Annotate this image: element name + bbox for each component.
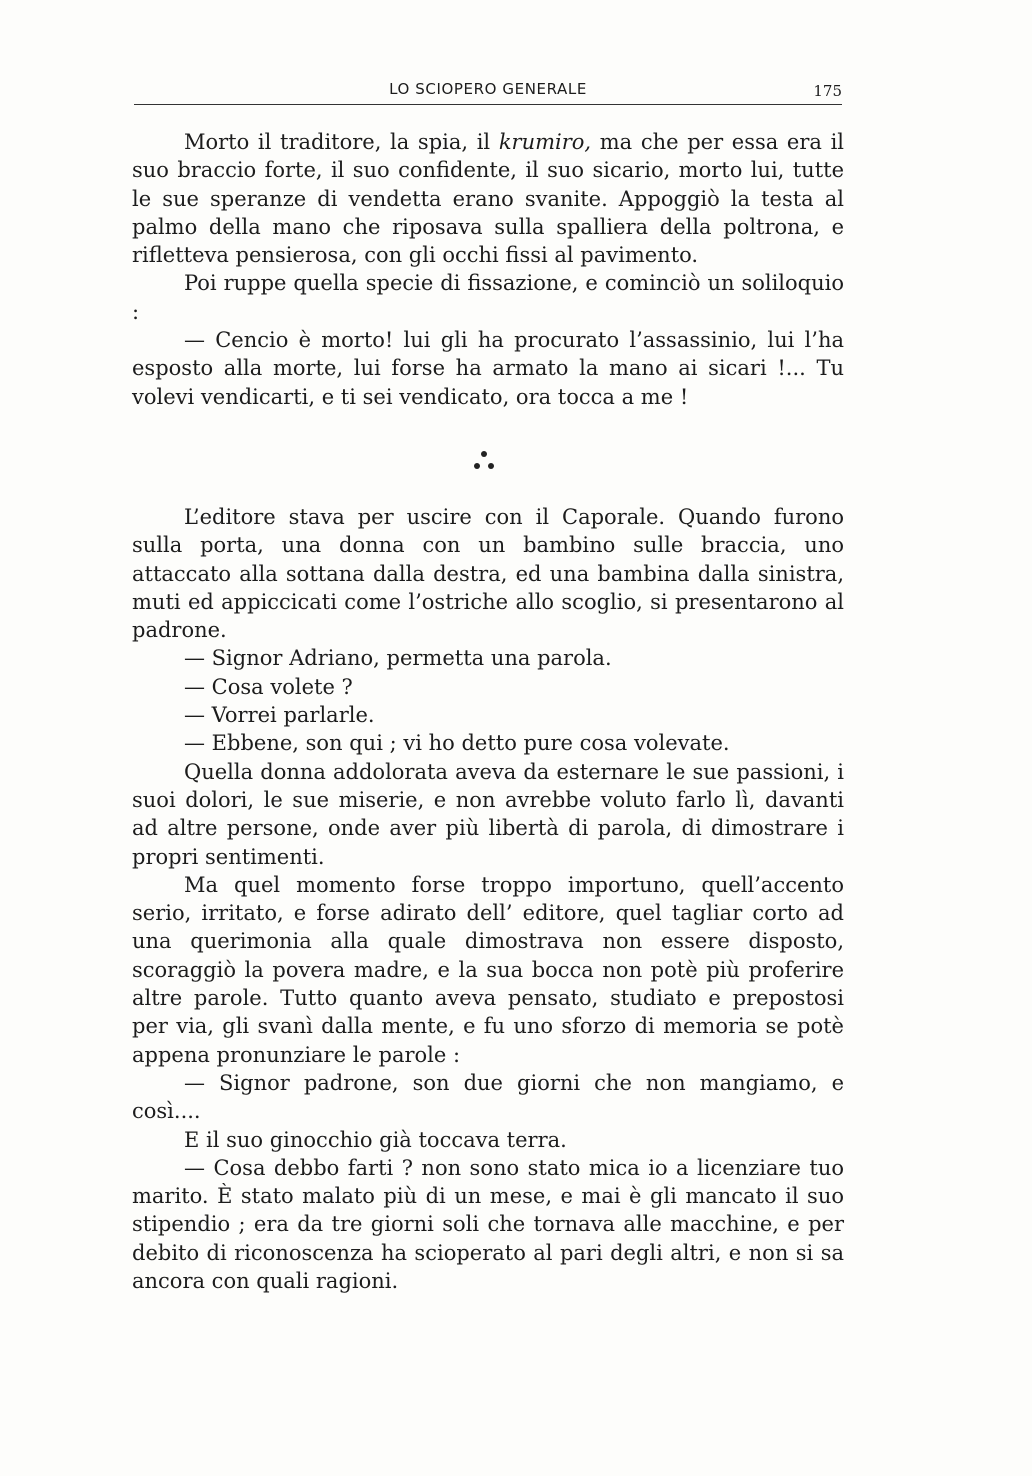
paragraph-3: — Cencio è morto! lui gli ha procurato l’assassinio, lui l’ha esposto alla morte, lui forse ha armato la mano ai sicari !... Tu volevi vendicarti, e ti sei vendicato, ora tocca a me ! [132,328,844,409]
page-body [132,128,844,1295]
page-header [134,76,842,106]
paragraph-4: L’editore stava per uscire con il Caporale. Quando furono sulla porta, una donna con un bambino sulle braccia, uno attaccato alla sottana dalla destra, ed una bambina dalla sinistra, muti ed appiccicati come l’ostriche allo scoglio, si presentarono al padrone. [132,504,844,643]
paragraph-9: Quella donna addolorata aveva da esternare le sue passioni, i suoi dolori, le sue miserie, e non avrebbe voluto farlo lì, davanti ad altre persone, onde aver più libertà di parola, di dimostrare i propri sentimenti. [132,759,844,869]
page-number: 175 [813,82,842,100]
paragraph-5: — Signor Adriano, permetta una parola. [184,646,612,671]
italic-word: krumiro, [498,130,592,154]
paragraph-7: — Vorrei parlarle. [184,703,375,728]
paragraph-8: — Ebbene, son qui ; vi ho detto pure cosa volevate. [184,731,730,756]
asterism-ornament [132,411,844,503]
header-rule [134,104,842,105]
paragraph-12: E il suo ginocchio già toccava terra. [184,1127,567,1152]
paragraph-1-start: Morto il traditore, la spia, il [184,130,499,154]
paragraph-6: — Cosa volete ? [184,674,353,699]
paragraph-1-end: ma che per essa era il suo braccio forte, il suo confidente, il suo sicario, morto lui, tutte le sue speranze di vendetta erano svanite. Appoggiò la testa al palmo della mano che riposava sulla spalliera della poltrona, e rifletteva pensierosa, con gli occhi fissi al pavimento. [132,130,844,268]
running-title: LO SCIOPERO GENERALE [389,80,587,98]
ornament-dot-left [474,463,480,469]
ornament-dot-right [488,463,494,469]
ornament-dot-top [481,451,487,457]
paragraph-11: — Signor padrone, son due giorni che non mangiamo, e così.... [132,1070,844,1124]
paragraph-13: — Cosa debbo farti ? non sono stato mica io a licenziare tuo marito. È stato malato più di un mese, e mai è gli mancato il suo stipendio ; era da tre giorni soli che tornava alle macchine, e per debito di riconoscenza ha scioperato al pari degli altri, e non si sa ancora con quali ragioni. [132,1155,844,1293]
paragraph-2: Poi ruppe quella specie di fissazione, e cominciò un soliloquio : [132,271,844,324]
paragraph-1 [132,128,844,269]
paragraph-10: Ma quel momento forse troppo importuno, quell’accento serio, irritato, e forse adirato dell’ editore, quel tagliar corto ad una querimonia alla quale dimostrava non essere disposto, scoraggiò la povera madre, e la sua bocca non potè più proferire altre parole. Tutto quanto aveva pensato, studiato e prepostosi per via, gli svanì dalla mente, e fu uno sforzo di memoria se potè appena pronunziare le parole : [132,872,844,1067]
